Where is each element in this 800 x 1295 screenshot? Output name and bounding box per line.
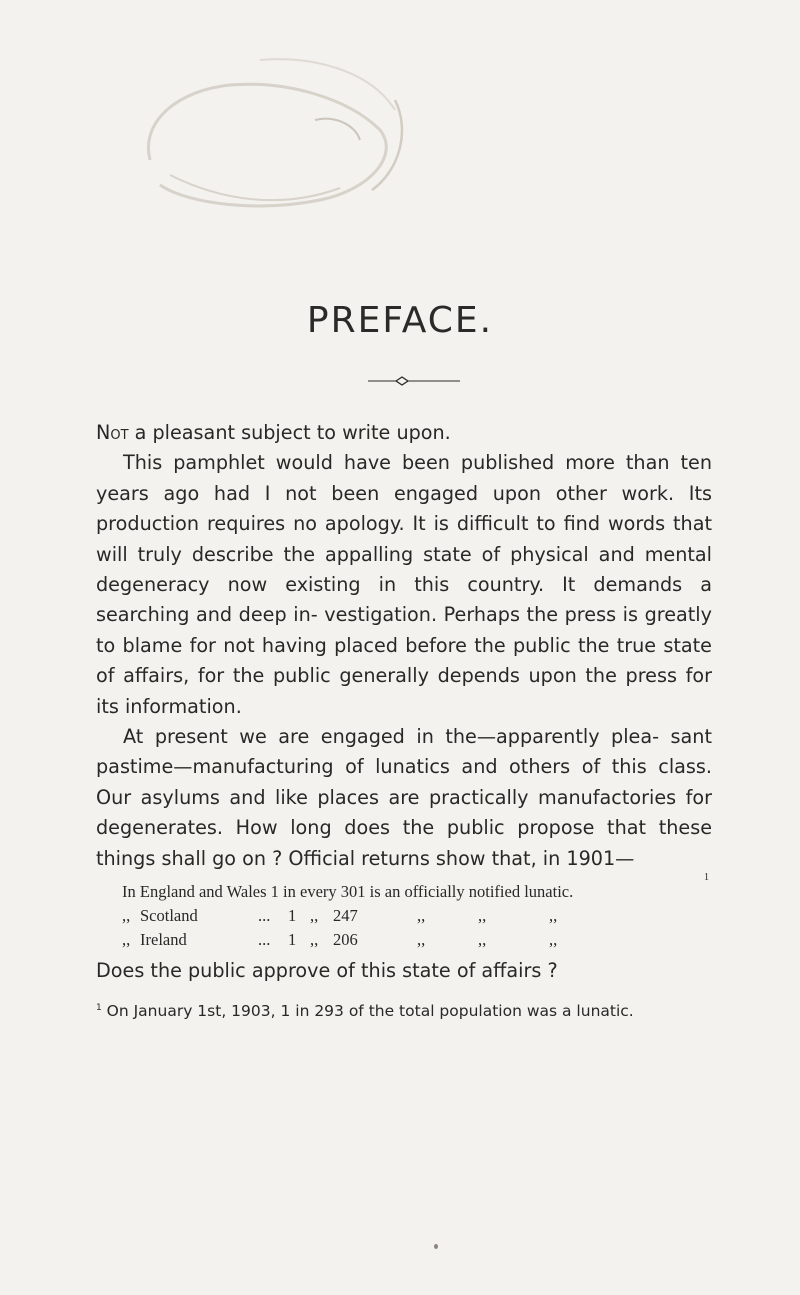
ratio-one: 1 [288, 930, 297, 949]
lunacy-statistics-table [122, 872, 722, 952]
paper-speck [434, 1244, 438, 1249]
ditto-mark: ,, [549, 906, 558, 925]
leader-dots: ... [258, 906, 271, 925]
england-row-text: In England and Wales 1 in every 301 is an officially notified lunatic. [122, 882, 574, 901]
paragraph-2: This pamphlet would have been published more than ten years ago had I not been engaged upon other work. Its production requires no apology. It is difficult to find words that will truly describe the appalling state of physical and mental degeneracy now existing in this country. It demands a searching and deep in- vestigation. Perhaps the press is greatly to blame for not having placed before the public the true state of affairs, for the public generally depends upon the press for its information. [96, 451, 712, 718]
ditto-mark: ,, [417, 930, 426, 949]
ditto-mark: ,, [417, 906, 426, 925]
footnote [96, 1000, 712, 1023]
paragraph-1 [96, 418, 712, 448]
ratio-number: 206 [333, 930, 358, 949]
footnote-mark: 1 [96, 1002, 102, 1013]
paragraph-3: At present we are engaged in the—apparently plea- sant pastime—manufacturing of lunatics and others of this class. Our asylums and like places are practically manufactories for degenerates. How long does the public propose that these things shall go on ? Official returns show that, in 1901— [96, 725, 712, 870]
paper-stain-mark [110, 40, 450, 230]
leader-dots: ... [258, 930, 271, 949]
ratio-one: 1 [288, 906, 297, 925]
page-title: PREFACE. [306, 300, 494, 341]
place-name: Ireland [140, 930, 187, 949]
ditto-mark: ,, [478, 930, 487, 949]
ditto-mark: ,, [310, 930, 319, 949]
ditto-mark: ,, [310, 906, 319, 925]
closing-question: Does the public approve of this state of affairs ? [96, 959, 558, 982]
ratio-number: 247 [333, 906, 358, 925]
table-row-scotland [122, 904, 722, 928]
table-row-ireland [122, 928, 722, 952]
preface-body [96, 418, 712, 874]
ditto-mark: ,, [122, 906, 131, 925]
small-caps-lead: Not [96, 421, 129, 444]
ditto-mark: ,, [549, 930, 558, 949]
place-name: Scotland [140, 906, 198, 925]
table-row-england: In England and Wales 1 in every 301 is an officially notified lunatic. 1 [122, 880, 722, 904]
diamond-rule-ornament [368, 375, 460, 387]
footnote-text: On January 1st, 1903, 1 in 293 of the total population was a lunatic. [101, 1002, 634, 1020]
paragraph-1-text: a pleasant subject to write upon. [128, 421, 451, 444]
ditto-mark: ,, [478, 906, 487, 925]
ditto-mark: ,, [122, 930, 131, 949]
